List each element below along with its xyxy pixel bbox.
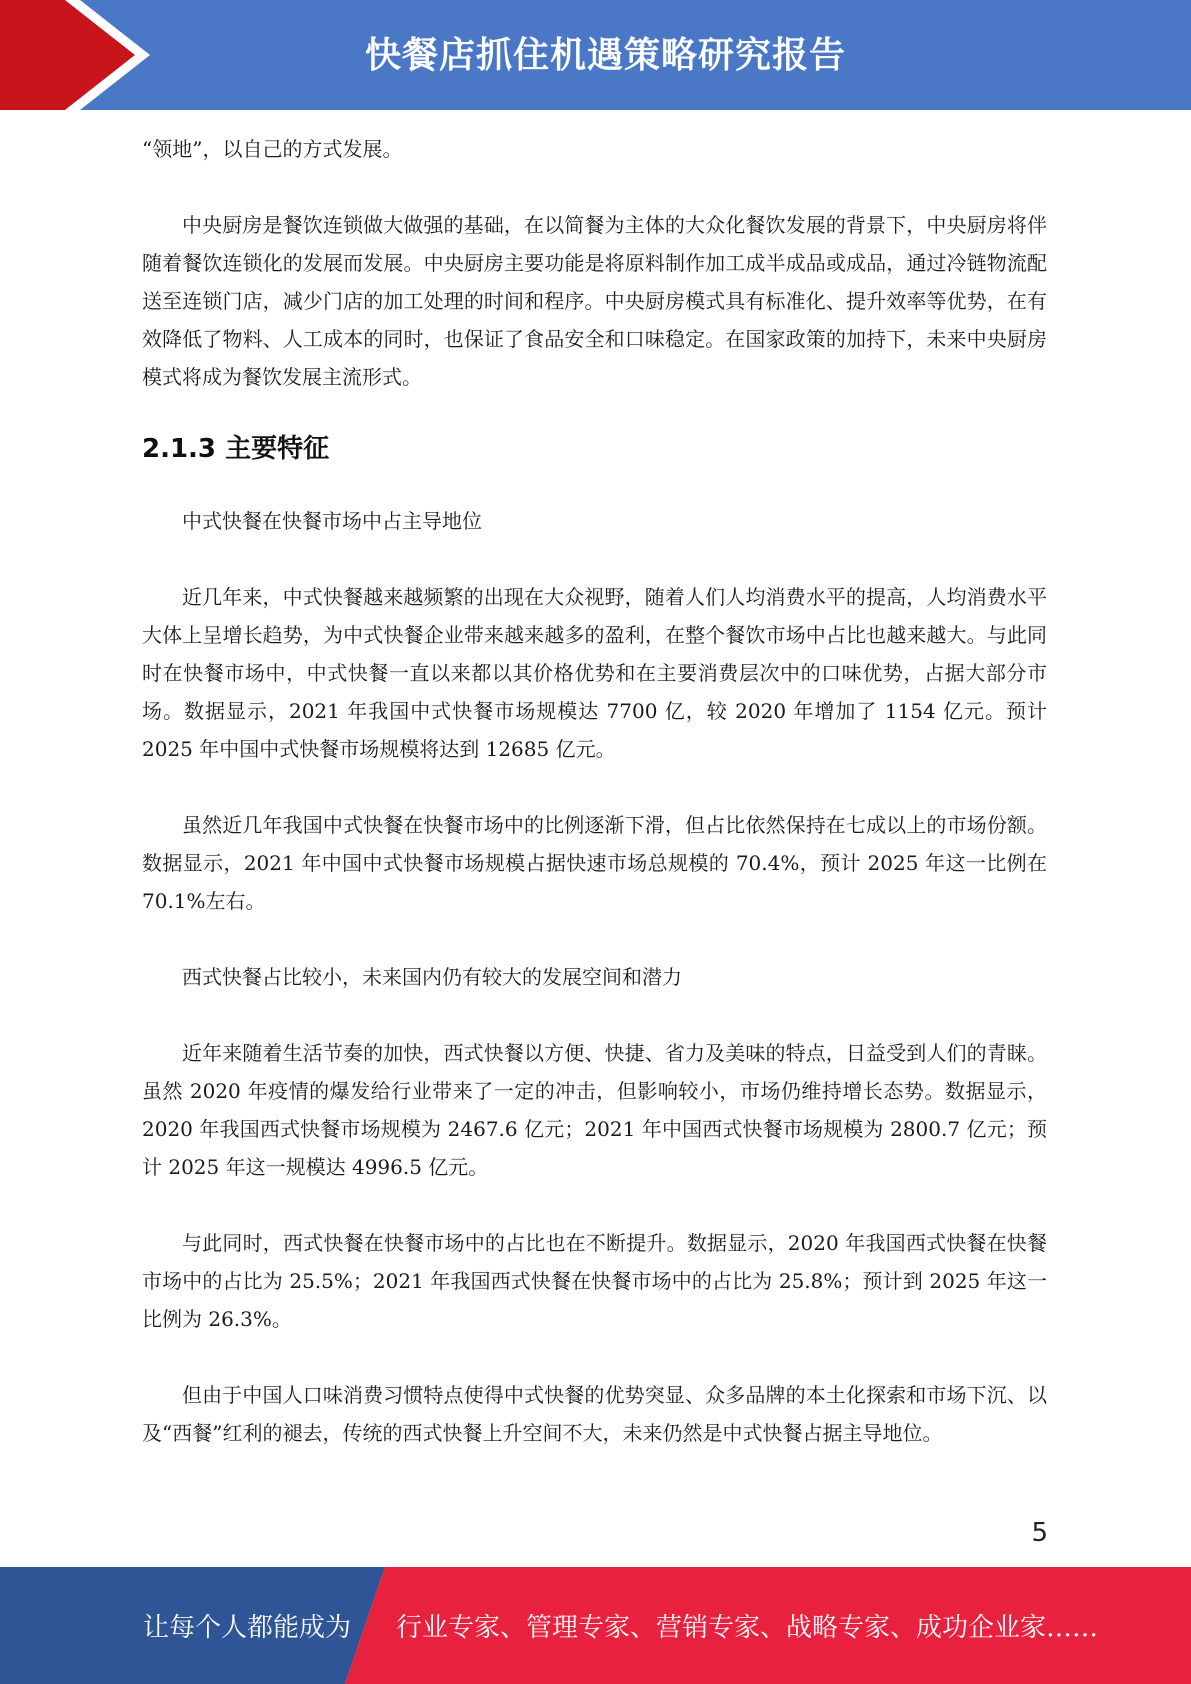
paragraph: 近年来随着生活节奏的加快，西式快餐以方便、快捷、省力及美味的特点，日益受到人们的青睐。虽然 2020 年疫情的爆发给行业带来了一定的冲击，但影响较小，市场仍维持增长态势。数据显示，2020 年我国西式快餐市场规模为 2467.6 亿元；2021 年中国西式快餐市场规模为 2800.7 亿元；预计 2025 年这一规模达 4996.5 亿元。 (142, 1041, 1047, 1179)
footer-slogan-right: 行业专家、管理专家、营销专家、战略专家、成功企业家…… (396, 1613, 1099, 1643)
subheading: 中式快餐在快餐市场中占主导地位 (182, 509, 482, 533)
paragraph: 虽然近几年我国中式快餐在快餐市场中的比例逐渐下滑，但占比依然保持在七成以上的市场份额。数据显示，2021 年中国中式快餐市场规模占据快速市场总规模的 70.4%，预计 2025 年这一比例在 70.1%左右。 (142, 813, 1047, 913)
footer-slogan-left: 让每个人都能成为 (143, 1613, 352, 1643)
paragraph: “领地”，以自己的方式发展。 (142, 137, 403, 161)
subheading: 西式快餐占比较小，未来国内仍有较大的发展空间和潜力 (182, 965, 682, 989)
paragraph: 中央厨房是餐饮连锁做大做强的基础，在以简餐为主体的大众化餐饮发展的背景下，中央厨房将伴随着餐饮连锁化的发展而发展。中央厨房主要功能是将原料制作加工成半成品或成品，通过冷链物流配送至连锁门店，减少门店的加工处理的时间和程序。中央厨房模式具有标准化、提升效率等优势，在有效降低了物料、人工成本的同时，也保证了食品安全和口味稳定。在国家政策的加持下，未来中央厨房模式将成为餐饮发展主流形式。 (142, 213, 1047, 389)
paragraph: 近几年来，中式快餐越来越频繁的出现在大众视野，随着人们人均消费水平的提高，人均消费水平大体上呈增长趋势，为中式快餐企业带来越来越多的盈利，在整个餐饮市场中占比也越来越大。与此同时在快餐市场中，中式快餐一直以来都以其价格优势和在主要消费层次中的口味优势，占据大部分市场。数据显示，2021 年我国中式快餐市场规模达 7700 亿，较 2020 年增加了 1154 亿元。预计 2025 年中国中式快餐市场规模将达到 12685 亿元。 (142, 585, 1047, 761)
paragraph: 与此同时，西式快餐在快餐市场中的占比也在不断提升。数据显示，2020 年我国西式快餐在快餐市场中的占比为 25.5%；2021 年我国西式快餐在快餐市场中的占比为 25.8%；预计到 2025 年这一比例为 26.3%。 (142, 1231, 1047, 1331)
page-number: 5 (1031, 1518, 1048, 1548)
document-body (142, 130, 1047, 1452)
paragraph: 但由于中国人口味消费习惯特点使得中式快餐的优势突显、众多品牌的本土化探索和市场下沉、以及“西餐”红利的褪去，传统的西式快餐上升空间不大，未来仍然是中式快餐占据主导地位。 (142, 1383, 1047, 1445)
page-header (0, 0, 1191, 110)
report-title: 快餐店抓住机遇策略研究报告 (364, 35, 846, 76)
section-heading: 2.1.3 主要特征 (142, 434, 330, 464)
page-footer (0, 1567, 1191, 1684)
